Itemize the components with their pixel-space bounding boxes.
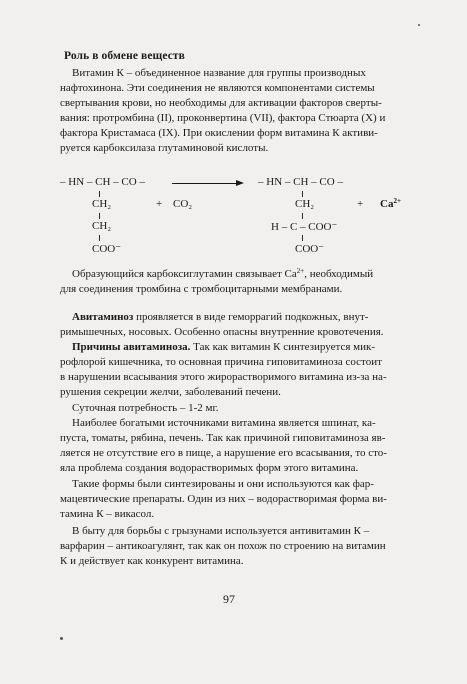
plus-sign: + xyxy=(156,198,163,210)
text-line: мацевтические препараты. Один из них – водорастворимая форма ви- xyxy=(60,493,387,506)
avitaminosis-term: Авитаминоз xyxy=(72,311,134,323)
reactant-ch2-a: CH₂ xyxy=(92,198,112,210)
daily-need-paragraph xyxy=(60,401,406,416)
scan-speck xyxy=(418,24,420,26)
text-line: яла проблема создания водорастворимых форм этого витамина. xyxy=(60,462,359,475)
text-line: для соединения тромбина с тромбоцитарными мембранами. xyxy=(60,283,343,296)
reactant-ch2-b: CH₂ xyxy=(92,220,112,232)
text-line: рофлорой кишечника, то основная причина гиповитаминоза состоит xyxy=(60,356,382,369)
reactant-carboxylate: COO⁻ xyxy=(92,243,122,255)
avitaminosis-paragraph xyxy=(60,310,406,340)
text-line: фактора Кристамаса (IX). При окислении форм витамина К активи- xyxy=(60,127,378,140)
scan-speck xyxy=(60,637,63,640)
text-line: Причины авитаминоза. Так как витамин К синтезируется мик- xyxy=(72,341,375,353)
intro-paragraph xyxy=(60,66,406,157)
warfarin-paragraph xyxy=(60,524,406,569)
causes-paragraph xyxy=(60,340,406,400)
sources-paragraph xyxy=(60,416,406,476)
bond-line xyxy=(99,213,100,219)
text-line: в нарушении всасывания этого жирорастворимого витамина из-за на- xyxy=(60,371,387,384)
bond-line xyxy=(302,191,303,197)
product-ch2: CH₂ xyxy=(295,198,315,210)
bond-line xyxy=(302,213,303,219)
carboxyglutamine-paragraph xyxy=(60,267,406,297)
reactant-backbone: – HN – CH – CO – xyxy=(60,176,145,188)
product-carboxylate: COO⁻ xyxy=(295,243,325,255)
page-number: 97 xyxy=(223,592,235,606)
text-line: римышечных, носовых. Особенно опасны внутренние кровотечения. xyxy=(60,326,384,339)
bond-line xyxy=(99,191,100,197)
text-line: руется карбоксилаза глутаминовой кислоты. xyxy=(60,142,269,155)
forms-paragraph xyxy=(60,477,406,522)
text-line: тамина К – викасол. xyxy=(60,508,155,521)
calcium-ion: $Ca^{2+}$ xyxy=(380,197,401,210)
plus-sign: + xyxy=(357,198,364,210)
causes-term: Причины авитаминоза. xyxy=(72,341,191,353)
text-line: Авитаминоз проявляется в виде геморрагий подкожных, внут- xyxy=(72,311,369,323)
text-line: Витамин К – объединенное название для группы производных xyxy=(72,67,366,79)
text-line: свертывания крови, но необходимы для активации факторов сверты- xyxy=(60,97,382,110)
ion-charge: 2+ xyxy=(393,197,401,205)
arrowhead-icon xyxy=(236,180,244,186)
text-line: ляется не отсутствие его в пище, а нарушение его всасывания, то сто- xyxy=(60,447,387,460)
text-line: Суточная потребность – 1-2 мг. xyxy=(72,402,219,414)
text-line: рушения секреции желчи, заболеваний печени. xyxy=(60,386,281,399)
product-backbone: – HN – CH – CO – xyxy=(258,176,343,188)
text-line: Такие формы были синтезированы и они используются как фар- xyxy=(72,478,374,490)
section-heading: Роль в обмене веществ xyxy=(64,50,185,62)
bond-line xyxy=(99,235,100,241)
text-line: В быту для борьбы с грызунами используется антивитамин К – xyxy=(72,525,370,537)
product-hc-carboxylate: H – C – COO⁻ xyxy=(271,221,338,233)
text-line: пуста, томаты, рябина, печень. Так как причиной гиповитаминоза яв- xyxy=(60,432,386,445)
text-line: нафтохинона. Эти соединения не являются компонентами системы xyxy=(60,82,375,95)
text-line: вания: протромбина (II), проконвертина (VII), фактора Стюарта (X) и xyxy=(60,112,386,125)
carbon-dioxide: CO₂ xyxy=(173,198,193,210)
text-line: К и действует как конкурент витамина. xyxy=(60,555,244,568)
text-line: Образующийся карбоксиглутамин связывает $Ca^{2+}$, необходимый xyxy=(72,267,374,280)
text-line: Наиболее богатыми источниками витамина является шпинат, ка- xyxy=(72,417,376,429)
reaction-arrow-icon xyxy=(172,183,238,184)
text-line: варфарин – антикоагулянт, так как он похож по строению на витамин xyxy=(60,540,386,553)
bond-line xyxy=(302,235,303,241)
